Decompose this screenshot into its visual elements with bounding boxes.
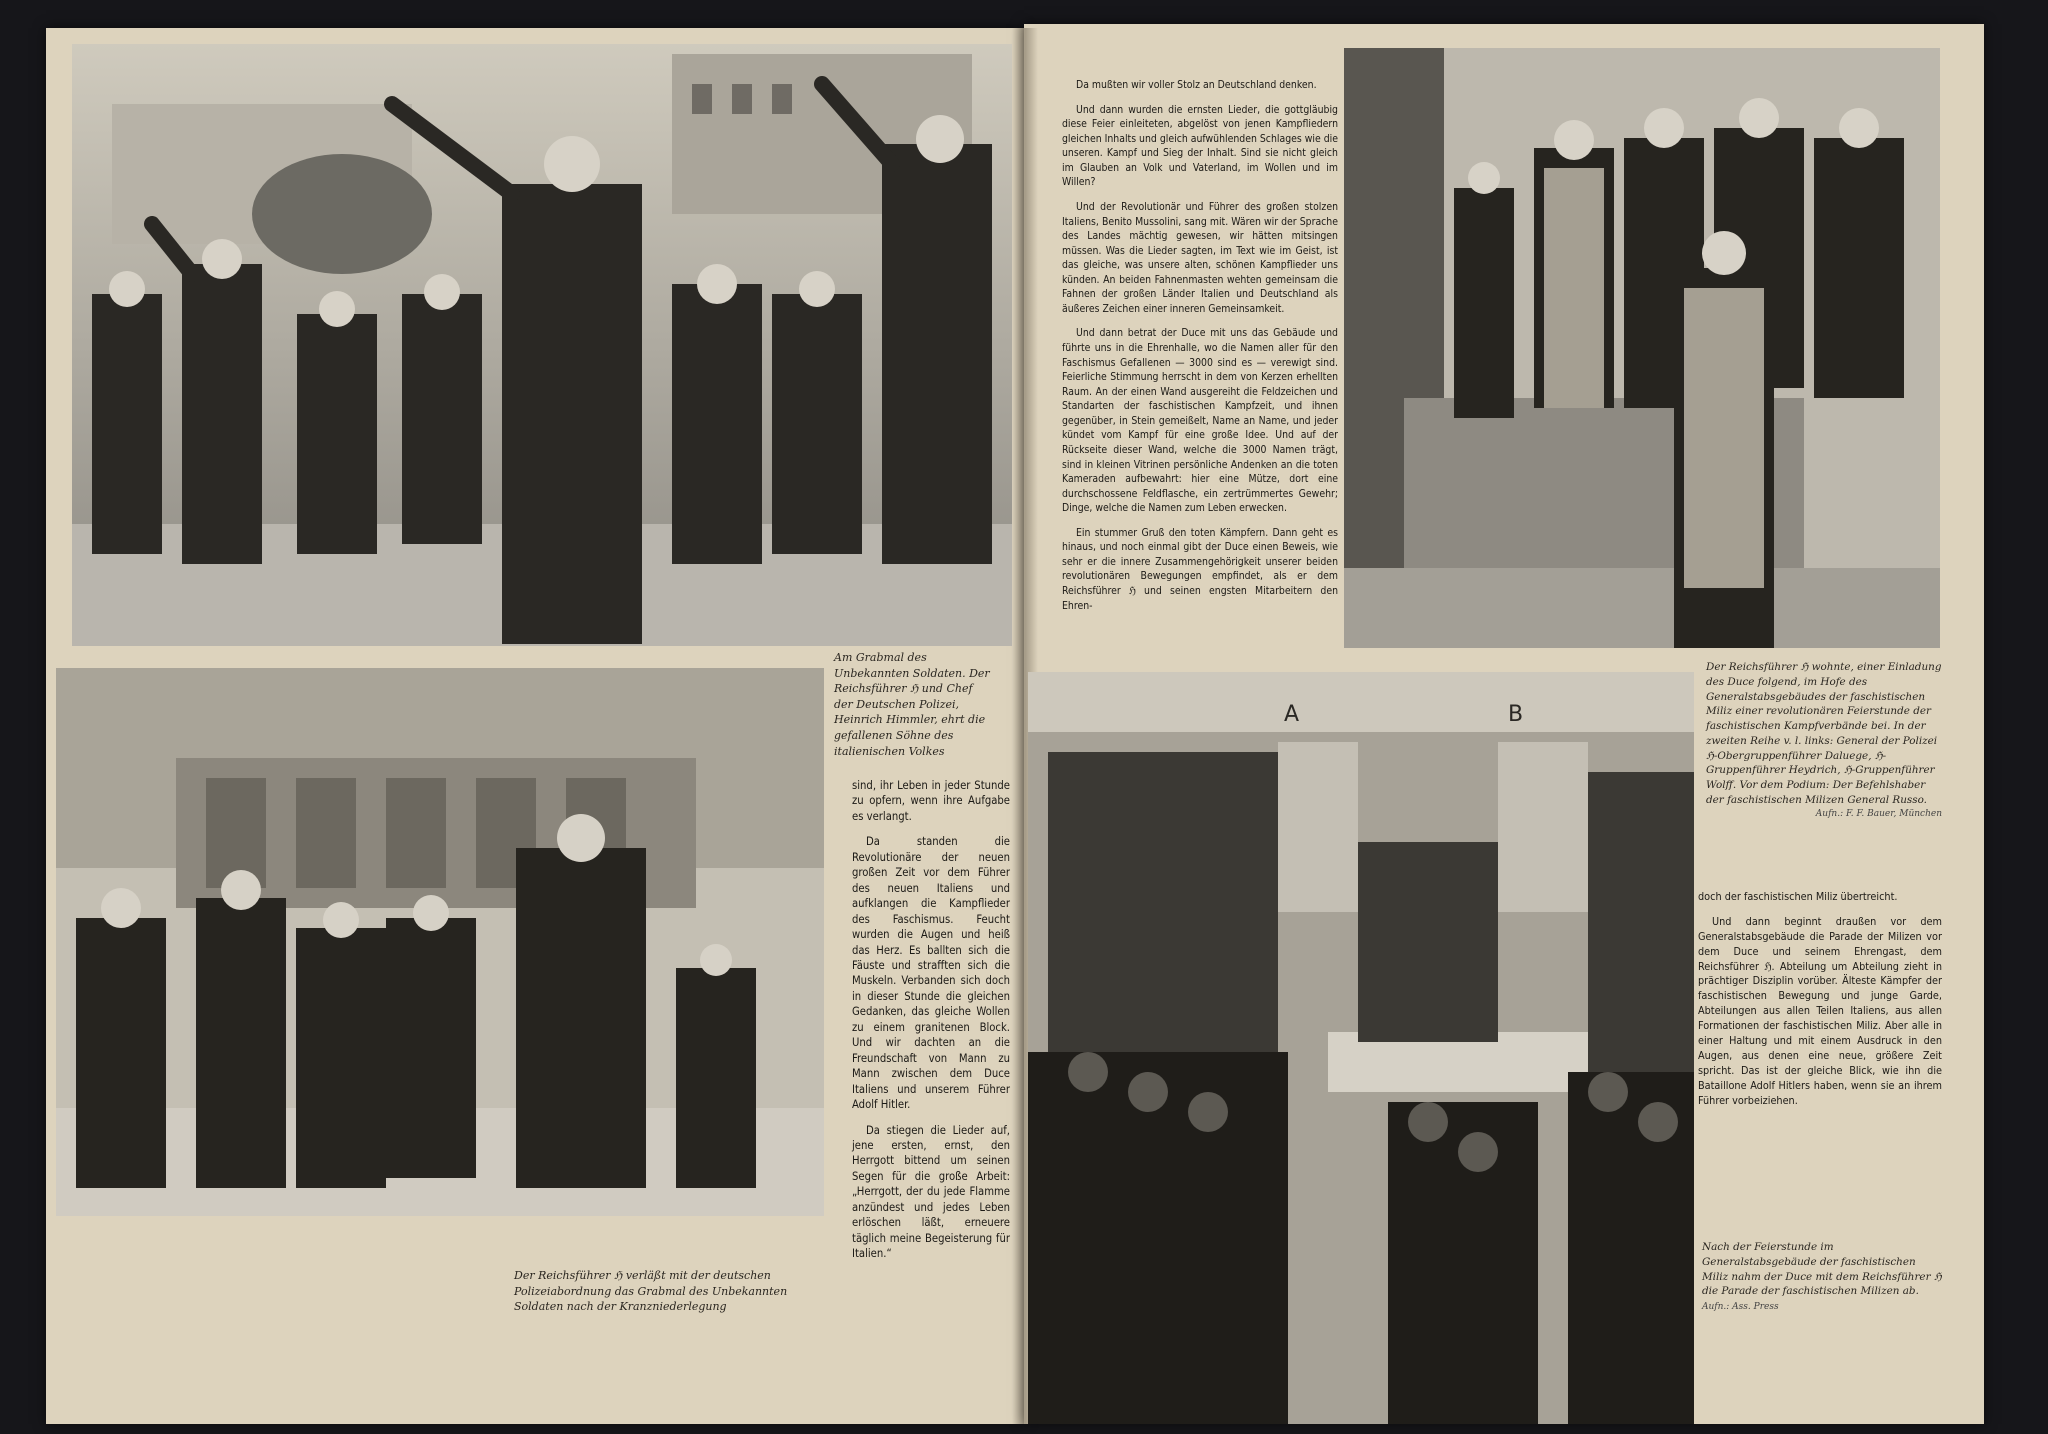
photo-salute-ceremony: [72, 44, 1012, 646]
article-column-left: [852, 778, 1010, 1272]
paragraph: Da stiegen die Lieder auf, jene ersten, ernst, den Herrgott bittend um seinen Segen für die große Arbeit: „Herrgott, der du jede Flamme anzündest und jedes Leben erlöschen läßt, erneuere täglich meine Begeisterung für Italien.“: [852, 1123, 1010, 1261]
paragraph: sind, ihr Leben in jeder Stunde zu opfern, wenn ihre Aufgabe es verlangt.: [852, 779, 1010, 823]
paragraph: doch der faschistischen Miliz übertreicht.: [1698, 890, 1898, 903]
photo-credit: Aufn.: Ass. Press: [1702, 1302, 1779, 1313]
paragraph: Da standen die Revolutionäre der neuen großen Zeit vor dem Führer des neuen Italiens und aufklangen die Kampflieder des Faschismus. Feucht wurden die Augen und heiß das Herz. Es ballten sich die Fäuste und strafften sich die Muskeln. Verbanden sich doch in dieser Stunde die gleichen Gedanken, das gleiche Wollen zu einem granitenen Block. Und wir dachten an die Freundschaft von Mann zu Mann zwischen dem Duce Italiens und unserem Führer Adolf Hitler.: [852, 835, 1010, 1112]
caption-tomb-honor: Am Grabmal des Unbekannten Soldaten. Der Reichsführer ℌ und Chef der Deutschen Polizei, Heinrich Himmler, ehrt die gefallenen Söhne des italienischen Volkes: [834, 651, 990, 758]
caption-text: Nach der Feierstunde im Generalstabsgebäude der faschistischen Miliz nahm der Duce mit dem Reichsführer ℌ die Parade der faschistischen Milizen ab.: [1702, 1241, 1942, 1298]
wall-letter-b: B: [1508, 702, 1524, 727]
photo-podium-salute: [1344, 48, 1940, 648]
article-column-right-lower: [1698, 890, 1942, 1118]
paragraph: Und der Revolutionär und Führer des großen stolzen Italiens, Benito Mussolini, sang mit. Wären wir der Sprache des Landes mächtig gewesen, wir hätten mitsingen müssen. Was die Lieder sagten, im Text wie im Geist, ist das gleiche, was unsere alten, schönen Kampflieder uns künden. An beiden Fahnenmasten wehten gemeinsam die Fahnen der großen Länder Italien und Deutschland als äußeres Zeichen einer inneren Gemeinsamkeit.: [1062, 200, 1338, 315]
caption-podium-ceremony: [1706, 660, 1942, 820]
caption-text: Der Reichsführer ℌ wohnte, einer Einladung des Duce folgend, im Hofe des Generalstabsgebäudes der faschistischen Miliz einer revolutionären Feierstunde der faschistischen Kampfverbände bei. In der zweiten Reihe v. l. links: General der Polizei ℌ-Obergruppenführer Daluege, ℌ-Gruppenführer Heydrich, ℌ-Gruppenführer Wolff. Vor dem Podium: Der Befehlshaber der faschistischen Milizen General Russo.: [1706, 661, 1942, 806]
paragraph: Und dann wurden die ernsten Lieder, die gottgläubig diese Feier einleiteten, abgelöst von jenen Kampfliedern gleichen Inhalts und gleich aufwühlenden Schlages wie die unseren. Kampf und Sieg der Inhalt. Sind sie nicht gleich im Glauben an Volk und Vaterland, im Wollen und im Willen?: [1062, 103, 1338, 189]
article-column-right: [1062, 78, 1338, 623]
paragraph: Da mußten wir voller Stolz an Deutschland denken.: [1076, 79, 1317, 91]
caption-leaving-tomb: Der Reichsführer ℌ verläßt mit der deutschen Polizeiabordnung das Grabmal des Unbekannten Soldaten nach der Kranzniederlegung: [514, 1269, 788, 1314]
paragraph: Und dann beginnt draußen vor dem Generalstabsgebäude die Parade der Milizen vor dem Duce und seinem Ehrengast, dem Reichsführer ℌ. Abteilung um Abteilung zieht in prächtiger Disziplin vorüber. Älteste Kämpfer der faschistischen Bewegung und junge Garde, Abteilungen aus allen Teilen Italiens, aus allen Formationen der faschistischen Miliz. Aber alle in einer Haltung und mit einem Ausdruck in den Augen, aus denen eine neue, größere Zeit spricht. Das ist der gleiche Blick, wie ihn die Bataillone Adolf Hitlers haben, wenn sie an ihrem Führer vorbeiziehen.: [1698, 914, 1942, 1107]
photo-militia-parade: [1028, 672, 1694, 1424]
paragraph: Und dann betrat der Duce mit uns das Gebäude und führte uns in die Ehrenhalle, wo die Namen aller für den Faschismus Gefallenen — 3000 sind es — verewigt sind. Feierliche Stimmung herrscht in dem von Kerzen erhellten Raum. An der einen Wand ausgereiht die Feldzeichen und Standarten der faschistischen Kampfzeit, und ihnen gegenüber, in Stein gemeißelt, Name an Name, und jeder kündet vom Kampf für eine große Idee. Und auf der Rückseite dieser Wand, welche die 3000 Namen trägt, sind in kleinen Vitrinen persönliche Andenken an die toten Kameraden aufbewahrt: hier eine Mütze, dort eine durchschossene Feldflasche, ein zertrümmertes Gewehr; Dinge, welche die Namen zum Leben erwecken.: [1062, 327, 1338, 515]
photo-credit: Aufn.: F. F. Bauer, München: [1815, 808, 1942, 819]
paragraph: Ein stummer Gruß den toten Kämpfern. Dann geht es hinaus, und noch einmal gibt der Duce einen Beweis, wie sehr er die innere Zusammengehörigkeit unserer beiden revolutionären Bewegungen empfindet, als er dem Reichsführer ℌ und seinen engsten Mitarbeitern den Ehren-: [1062, 526, 1338, 612]
wall-letter-a: A: [1284, 702, 1300, 727]
caption-parade: [1702, 1240, 1942, 1314]
photo-leaving-tomb: [56, 668, 824, 1216]
